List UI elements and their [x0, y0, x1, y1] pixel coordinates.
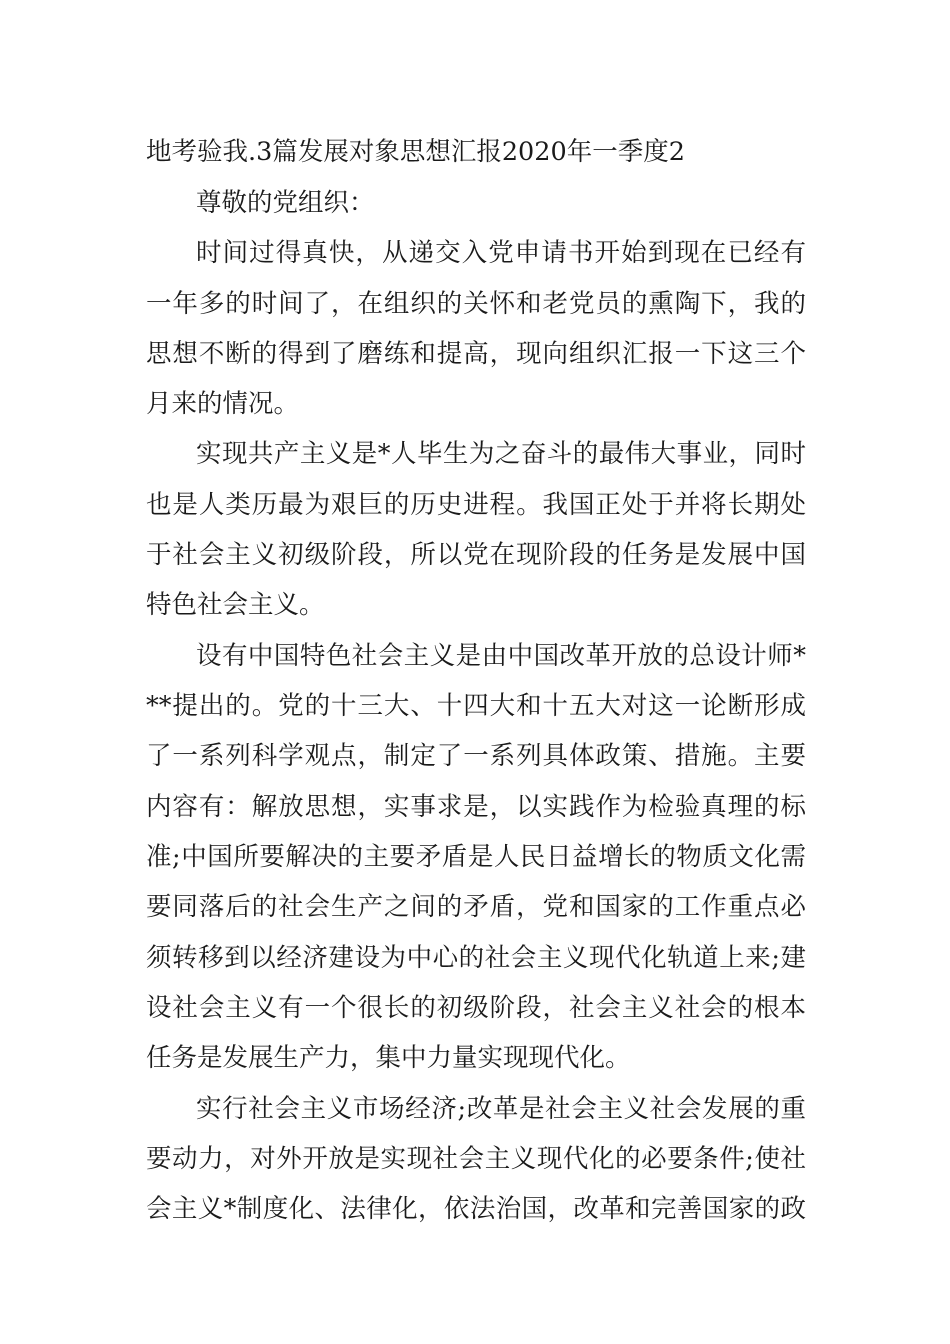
text-line: 了一系列科学观点，制定了一系列具体政策、措施。主要: [146, 741, 806, 771]
text-line: 须转移到以经济建设为中心的社会主义现代化轨道上来;建: [146, 943, 806, 973]
text-line: 要同落后的社会生产之间的矛盾，党和国家的工作重点必: [146, 892, 806, 922]
text-line: 任务是发展生产力，集中力量实现现代化。: [146, 1043, 631, 1073]
text-line: 设有中国特色社会主义是由中国改革开放的总设计师*: [196, 641, 806, 671]
text-line: 准;中国所要解决的主要矛盾是人民日益增长的物质文化需: [146, 842, 806, 872]
text-line: 月来的情况。: [146, 389, 300, 419]
text-line: 要动力，对外开放是实现社会主义现代化的必要条件;使社: [146, 1144, 806, 1174]
text-line: 时间过得真快，从递交入党申请书开始到现在已经有: [196, 238, 806, 268]
text-line: 一年多的时间了，在组织的关怀和老党员的熏陶下，我的: [146, 289, 806, 319]
text-line: 实行社会主义市场经济;改革是社会主义社会发展的重: [196, 1094, 806, 1124]
text-line: 思想不断的得到了磨练和提高，现向组织汇报一下这三个: [146, 339, 806, 369]
text-line: 会主义*制度化、法律化，依法治国，改革和完善国家的政: [146, 1194, 806, 1224]
salutation-line: 尊敬的党组织：: [196, 188, 375, 218]
text-line: 也是人类历最为艰巨的历史进程。我国正处于并将长期处: [146, 490, 806, 520]
text-line: 特色社会主义。: [146, 590, 325, 620]
text-line: 地考验我.3篇发展对象思想汇报2020年一季度2: [146, 137, 685, 167]
text-line: **提出的。党的十三大、十四大和十五大对这一论断形成: [146, 691, 806, 721]
text-line: 内容有：解放思想，实事求是，以实践作为检验真理的标: [146, 792, 806, 822]
text-line: 实现共产主义是*人毕生为之奋斗的最伟大事业，同时: [196, 439, 806, 469]
text-line: 于社会主义初级阶段，所以党在现阶段的任务是发展中国: [146, 540, 806, 570]
text-line: 设社会主义有一个很长的初级阶段，社会主义社会的根本: [146, 993, 806, 1023]
